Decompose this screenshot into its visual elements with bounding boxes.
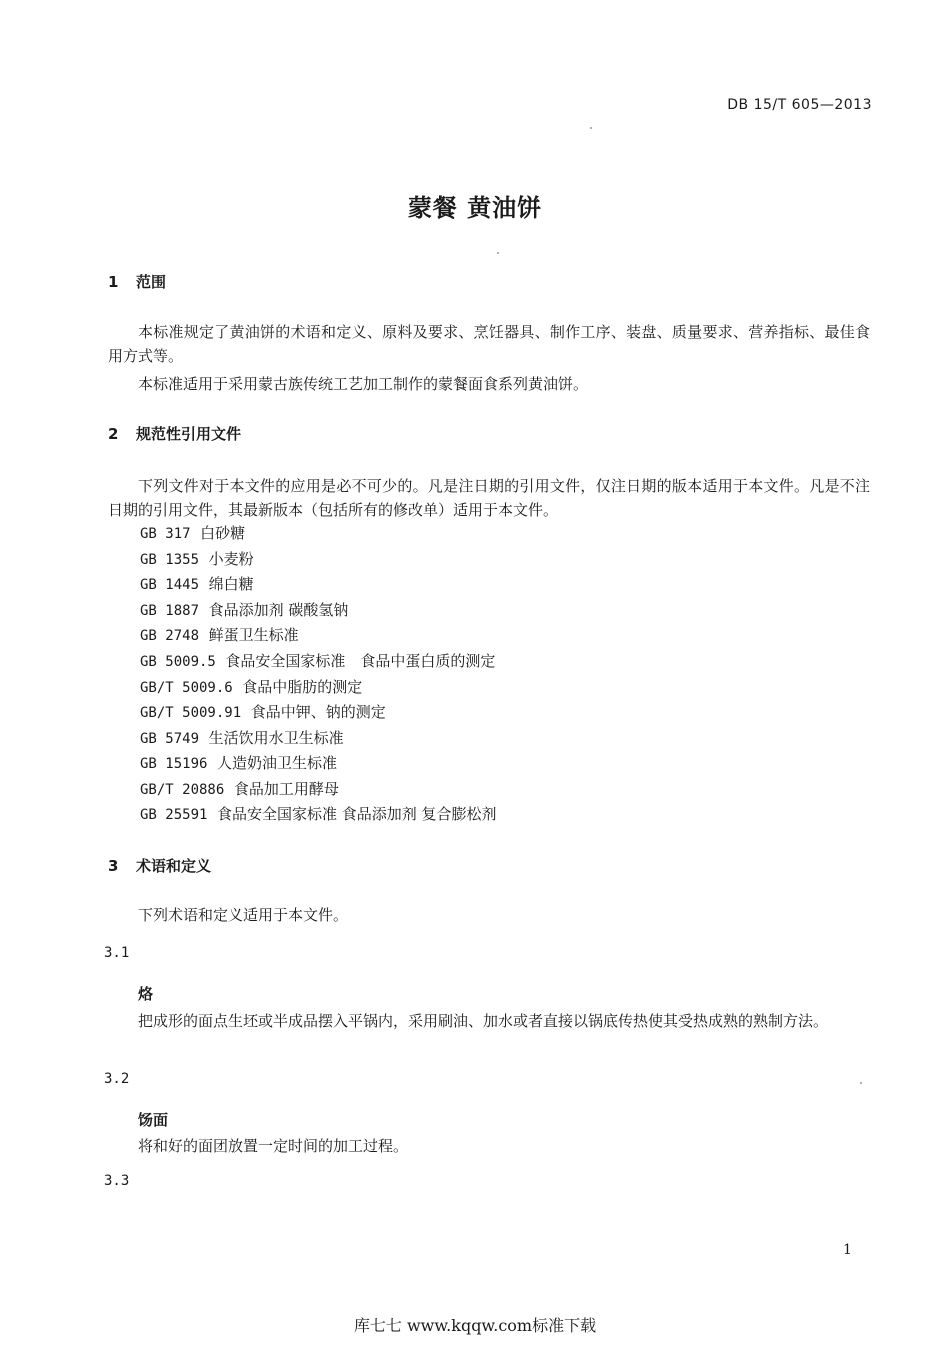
reference-code: GB 2748 xyxy=(140,628,200,644)
section-1-paragraph-2: 本标准适用于采用蒙古族传统工艺加工制作的蒙餐面食系列黄油饼。 xyxy=(138,375,589,393)
section-1-heading xyxy=(108,271,166,292)
reference-name: 食品安全国家标准 食品添加剂 复合膨松剂 xyxy=(216,805,497,823)
scan-speck xyxy=(590,127,592,129)
clause-3-3-number: 3.3 xyxy=(104,1173,130,1189)
document-title: 蒙餐 黄油饼 xyxy=(407,194,543,222)
section-2-intro: 下列文件对于本文件的应用是必不可少的。凡是注日期的引用文件，仅注日期的版本适用于本文件。凡是不注日期的引用文件，其最新版本（包括所有的修改单）适用于本文件。 xyxy=(108,477,870,519)
reference-item xyxy=(140,675,362,700)
definition-3-1: 把成形的面点生坯或半成品摆入平锅内，采用刷油、加水或者直接以锅底传热使其受热成熟的熟制方法。 xyxy=(138,1012,829,1030)
reference-code: GB 1887 xyxy=(140,603,200,619)
scan-speck xyxy=(497,252,499,254)
reference-code: GB 5749 xyxy=(140,731,200,747)
reference-code: GB 1355 xyxy=(140,552,200,568)
clause-3-1-number: 3.1 xyxy=(104,945,130,961)
reference-code: GB 1445 xyxy=(140,577,200,593)
standard-code: DB 15/T 605—2013 xyxy=(727,97,872,113)
reference-name: 生活饮用水卫生标准 xyxy=(208,729,344,747)
section-1-number: 1 xyxy=(108,273,119,291)
reference-name: 鲜蛋卫生标准 xyxy=(208,626,299,644)
reference-name: 白砂糖 xyxy=(200,524,246,542)
section-3-title: 术语和定义 xyxy=(136,857,212,875)
reference-code: GB 317 xyxy=(140,526,191,542)
reference-item xyxy=(140,572,254,597)
section-2-number: 2 xyxy=(108,425,119,443)
reference-item xyxy=(140,649,495,674)
reference-code: GB/T 5009.91 xyxy=(140,705,242,721)
section-1-paragraph-1: 本标准规定了黄油饼的术语和定义、原料及要求、烹饪器具、制作工序、装盘、质量要求、营养指标、最佳食用方式等。 xyxy=(108,323,870,365)
reference-item xyxy=(140,726,344,751)
section-1-title: 范围 xyxy=(136,273,167,291)
section-3-heading xyxy=(108,855,211,876)
reference-name: 食品加工用酵母 xyxy=(233,780,339,798)
reference-item xyxy=(140,598,348,623)
reference-code: GB 15196 xyxy=(140,756,208,772)
section-3-number: 3 xyxy=(108,857,119,875)
reference-item xyxy=(140,547,254,572)
reference-name: 食品中钾、钠的测定 xyxy=(250,703,386,721)
section-2-heading xyxy=(108,423,241,444)
section-2-title: 规范性引用文件 xyxy=(136,425,242,443)
term-3-1: 烙 xyxy=(138,985,154,1003)
reference-name: 食品安全国家标准 食品中蛋白质的测定 xyxy=(225,652,496,670)
reference-code: GB 25591 xyxy=(140,807,208,823)
footer-watermark: 库七七 www.kqqw.com标准下载 xyxy=(353,1316,597,1335)
page-number: 1 xyxy=(843,1242,852,1258)
term-3-2: 饧面 xyxy=(138,1111,169,1129)
section-3-intro: 下列术语和定义适用于本文件。 xyxy=(138,906,349,924)
reference-item xyxy=(140,802,497,827)
reference-item xyxy=(140,751,337,776)
definition-3-2: 将和好的面团放置一定时间的加工过程。 xyxy=(138,1137,409,1155)
reference-item xyxy=(140,521,245,546)
reference-name: 人造奶油卫生标准 xyxy=(216,754,337,772)
reference-code: GB/T 5009.6 xyxy=(140,680,233,696)
reference-name: 食品添加剂 碳酸氢钠 xyxy=(208,601,349,619)
scan-speck xyxy=(860,1082,862,1084)
reference-name: 小麦粉 xyxy=(208,550,254,568)
reference-code: GB 5009.5 xyxy=(140,654,216,670)
reference-item xyxy=(140,623,299,648)
reference-item xyxy=(140,777,339,802)
clause-3-2-number: 3.2 xyxy=(104,1071,130,1087)
reference-code: GB/T 20886 xyxy=(140,782,225,798)
reference-item xyxy=(140,700,386,725)
reference-name: 绵白糖 xyxy=(208,575,254,593)
reference-name: 食品中脂肪的测定 xyxy=(242,678,363,696)
